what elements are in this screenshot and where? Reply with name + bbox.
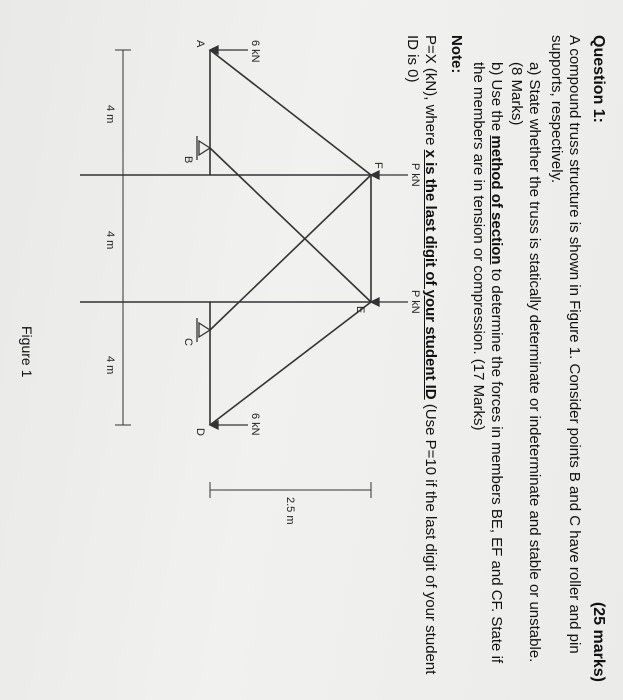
truss-members [80,50,371,425]
item-b-bold: method of section [488,135,505,265]
member-eb [210,148,371,302]
item-a-text: State whether the truss is statically determinate or indeterminate and stable or unstable. (8 Marks) [508,62,543,663]
node-e-label: E [354,306,366,314]
node-f-label: F [372,162,384,169]
figure-caption: Figure 1 [19,326,35,378]
load-arrowhead-f [371,171,379,179]
member-ed [210,302,371,425]
item-b-text-pre: Use the [488,79,505,136]
roller-support-b [199,141,210,155]
node-c-label: C [182,338,194,346]
question-marks: (25 marks) [590,601,607,682]
note-text-post: (Use P=10 if the last digit of your student ID is 0) [404,35,439,675]
node-b-label: B [182,156,194,164]
label-load-f: P kN [409,163,421,187]
item-b-prefix: b) [488,62,505,76]
note-text-bold: x is the last digit of your student ID [422,149,439,400]
label-load-e: P kN [409,290,421,314]
note-text-pre: P=X (kN), where [422,35,439,150]
node-d-label: D [194,428,206,436]
label-load-d: 6 kN [249,413,261,436]
dim-label-3: 4 m [104,356,116,375]
node-a-label: A [194,40,206,48]
item-b-text-post: to determine the forces in members BE, EF and CF. State if the members are in tension or compression. (17 Marks) [470,62,505,664]
dim-label-height: 2.5 m [284,497,296,525]
member-fc [210,175,371,330]
load-arrowhead-e [371,298,379,306]
question-intro: A compound truss structure is shown in Figure 1. Consider points B and C have roller and pin supports, respectively. [548,35,583,654]
note-heading: Note: [448,35,465,74]
dim-label-2: 4 m [104,231,116,250]
question-title: Question 1: [590,35,607,124]
label-load-a: 6 kN [249,40,261,63]
member-af [210,50,371,175]
pin-support-c [199,323,210,337]
item-a-prefix: a) [526,62,543,76]
dim-label-1: 4 m [104,105,116,124]
